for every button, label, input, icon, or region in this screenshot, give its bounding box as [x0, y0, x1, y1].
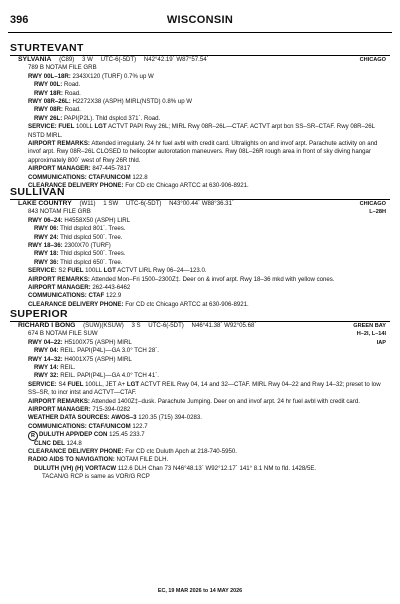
runway-end-label: RWY 24:: [34, 233, 59, 241]
airport-utc: UTC-6(-5DT): [100, 56, 137, 63]
tacan-note: TACAN/G RCP is same as VOR/G RCP: [42, 473, 150, 481]
runway-end-label: RWY 14:: [34, 363, 59, 371]
airport-coords: N46°41.38´ W92°05.68´: [191, 322, 257, 329]
approach-label: DULUTH APP/DEP CON: [39, 431, 108, 439]
runway-end-value: PAPI(P2L). Thld dsplcd 371´. Road.: [63, 114, 161, 122]
airport-name: RICHARD I BONG: [18, 322, 76, 329]
runway-end-label: RWY 18:: [34, 250, 59, 258]
runway-end-label: RWY 36:: [34, 258, 59, 266]
page-header: [10, 14, 390, 32]
airport-coords: N43°00.44´ W88°36.31´: [169, 200, 234, 207]
runway-end-value: Thld dsplcd 500´. Tree.: [60, 233, 123, 241]
vortac-value: 112.6 DLH Chan 73 N46°48.13´ W92°12.17´ 141° 8.1 NM to fld. 1428/5E.: [117, 464, 317, 472]
airport-coords: N42°42.19´ W87°57.54´: [143, 56, 209, 63]
radar-circle-icon: R: [28, 431, 38, 441]
airport-distance: 1 SW: [103, 200, 119, 207]
elevation-notam: 674 B NOTAM FILE SUW: [28, 330, 98, 338]
runway-label: RWY 06–24:: [28, 216, 63, 224]
clearance-label: CLEARANCE DELIVERY PHONE:: [28, 181, 124, 189]
airport-entry-sylvania: [18, 56, 386, 190]
runway-value: H4558X50 (ASPH) LIRL: [64, 216, 131, 224]
airport-utc: UTC-6(-5DT): [125, 200, 162, 207]
airport-remarks: AIRPORT REMARKS: Attended Mon–Fri 1500–2300Z‡. Deer on & invof arpt. Rwy 18–36 mkd with yellow cones.: [28, 275, 335, 283]
weather-label: WEATHER DATA SOURCES: AWOS–3: [28, 414, 137, 422]
airport-distance: 3 S: [131, 322, 141, 329]
clearance-label: CLEARANCE DELIVERY PHONE:: [28, 447, 124, 455]
clnc-del-frequency: 124.8: [66, 439, 82, 447]
runway-end-value: Thld dsplcd 801´. Trees.: [60, 225, 126, 233]
vortac-label: DULUTH (VH) (H) VORTACW: [34, 464, 117, 472]
runway-end-value: Thld dsplcd 500´. Trees.: [60, 250, 126, 258]
airport-remarks: AIRPORT REMARKS: Attended 1400Z‡–dusk. Parachute Jumping. Deer on and invof arpt. 24 hr fuel avbl with credit card.: [28, 397, 360, 405]
chart-name: GREEN BAY: [353, 323, 386, 329]
comm-frequency: 122.8: [132, 173, 148, 181]
airport-entry-richard-i-bong: [18, 322, 386, 481]
radio-aids-label: RADIO AIDS TO NAVIGATION:: [28, 456, 115, 464]
runway-label: RWY 18–36:: [28, 241, 63, 249]
runway-value: 2300X70 (TURF): [64, 241, 111, 249]
city-name: SULLIVAN: [10, 186, 65, 198]
runway-end-label: RWY 04:: [34, 347, 59, 355]
runway-label: RWY 00L–18R:: [28, 72, 71, 80]
approach-frequency: 125.45 233.7: [109, 431, 145, 439]
airport-ident: (W11): [79, 200, 96, 207]
elevation-notam: 843 NOTAM FILE GRB: [28, 208, 91, 216]
effective-date-footer: EC, 19 MAR 2026 to 14 MAY 2026: [157, 588, 243, 594]
service-info: SERVICE: FUEL 100LL LGT ACTVT PAPI Rwy 26L; MIRL Rwy 08R–26L—CTAF. ACTVT arpt bcn SS–SR–CTAF. Rwy 08R–26L NSTD MIRL.: [28, 123, 375, 139]
runway-value: 2343X120 (TURF) 0.7% up W: [72, 72, 154, 80]
runway-end-value: Road.: [64, 89, 81, 97]
chart-code: H–2I, L–14I: [356, 331, 386, 338]
runway-end-value: REIL. PAPI(P4L)—GA 3.0° TCH 28´.: [60, 347, 159, 355]
airport-ident: (SUW)(KSUW): [83, 322, 124, 329]
page-number: 396: [10, 14, 29, 26]
manager-label: AIRPORT MANAGER:: [28, 283, 91, 291]
comm-frequency: 122.9: [105, 292, 122, 300]
service-info: SERVICE: S4 FUEL 100LL, JET A+ LGT ACTVT REIL Rwy 04, 14 and 32—CTAF. MIRL Rwy 04–22 and Rwy 14–32; preset to low SS–SR, to incr intst and ACTVT—CTAF.: [28, 380, 381, 397]
runway-value: H5100X75 (ASPH) MIRL: [64, 338, 132, 346]
airport-utc: UTC-6(-5DT): [148, 322, 184, 329]
airport-entry-lake-country: [18, 200, 386, 309]
runway-end-value: REIL. PAPI(P4L)—GA 4.0° TCH 41´.: [60, 372, 159, 380]
clnc-del-label: CLNC DEL: [34, 439, 65, 447]
runway-end-label: RWY 26L:: [34, 114, 63, 122]
city-name: SUPERIOR: [10, 308, 69, 320]
comm-label: COMMUNICATIONS: CTAF/UNICOM: [28, 173, 131, 181]
airport-name: LAKE COUNTRY: [18, 200, 72, 207]
comm-label: COMMUNICATIONS: CTAF/UNICOM: [28, 422, 131, 430]
elevation-notam: 789 B NOTAM FILE GRB: [28, 64, 97, 72]
manager-phone: 715-394-0282: [92, 405, 131, 413]
clearance-value: For CD ctc Duluth Apch at 218-740-5950.: [125, 447, 237, 455]
clearance-label: CLEARANCE DELIVERY PHONE:: [28, 300, 124, 308]
runway-label: RWY 08R–26L:: [28, 97, 71, 105]
runway-label: RWY 04–22:: [28, 338, 63, 346]
airport-remarks: AIRPORT REMARKS: Attended irregularly. 24 hr fuel avbl with credit card. Ultralights on and invof arpt. Parachute activity on and invof arpt. Rwy 08R–26L CLOSED to helicopter autorotation maneuvers. Rwy 08L–26R rough area in front of sky diving hangar approximately 800´ west of Rwy 26R thld.: [28, 139, 378, 164]
weather-value: 120.35 (715) 394-0283.: [138, 414, 202, 422]
city-header-superior: [10, 308, 390, 322]
clearance-value: For CD ctc Chicago ARTCC at 630-906-8921.: [125, 300, 249, 308]
runway-end-value: Thld dsplcd 650´. Tree.: [60, 258, 123, 266]
comm-label: COMMUNICATIONS: CTAF: [28, 292, 105, 300]
service-info: SERVICE: S2 FUEL 100LL LGT ACTVT LIRL Rwy 06–24—123.0.: [28, 267, 207, 275]
city-header-sullivan: [10, 186, 390, 200]
runway-end-value: Road.: [64, 106, 81, 114]
page-state-title: WISCONSIN: [166, 14, 234, 26]
chart-name: CHICAGO: [359, 57, 386, 63]
city-header-sturtevant: [10, 42, 390, 56]
runway-end-label: RWY 00L:: [34, 81, 63, 89]
radio-aids-value: NOTAM FILE DLH.: [116, 456, 169, 464]
chart-name: CHICAGO: [359, 201, 386, 207]
runway-end-label: RWY 18R:: [34, 89, 63, 97]
manager-label: AIRPORT MANAGER:: [28, 405, 91, 413]
runway-value: H4001X75 (ASPH) MIRL: [64, 355, 132, 363]
airport-name: SYLVANIA: [18, 56, 52, 63]
airport-distance: 3 W: [82, 56, 93, 63]
runway-end-label: RWY 06:: [34, 225, 59, 233]
comm-frequency: 122.7: [132, 422, 148, 430]
header-divider: [8, 32, 392, 33]
runway-end-label: RWY 32:: [34, 372, 59, 380]
clearance-value: For CD ctc Chicago ARTCC at 630-906-8921.: [125, 181, 249, 189]
manager-phone: 262-443-6462: [92, 283, 131, 291]
runway-label: RWY 14–32:: [28, 355, 63, 363]
manager-phone: 847-445-7817: [92, 165, 131, 173]
runway-end-value: Road.: [63, 81, 81, 89]
chart-code: L–28H: [369, 209, 386, 216]
runway-value: H2272X38 (ASPH) MIRL(NSTD) 0.8% up W: [72, 97, 193, 105]
runway-end-label: RWY 08R:: [34, 106, 63, 114]
chart-iap: IAP: [376, 339, 386, 346]
runway-end-value: REIL.: [60, 363, 76, 371]
airport-ident: (C89): [59, 56, 75, 63]
manager-label: AIRPORT MANAGER:: [28, 165, 91, 173]
city-name: STURTEVANT: [10, 42, 84, 54]
